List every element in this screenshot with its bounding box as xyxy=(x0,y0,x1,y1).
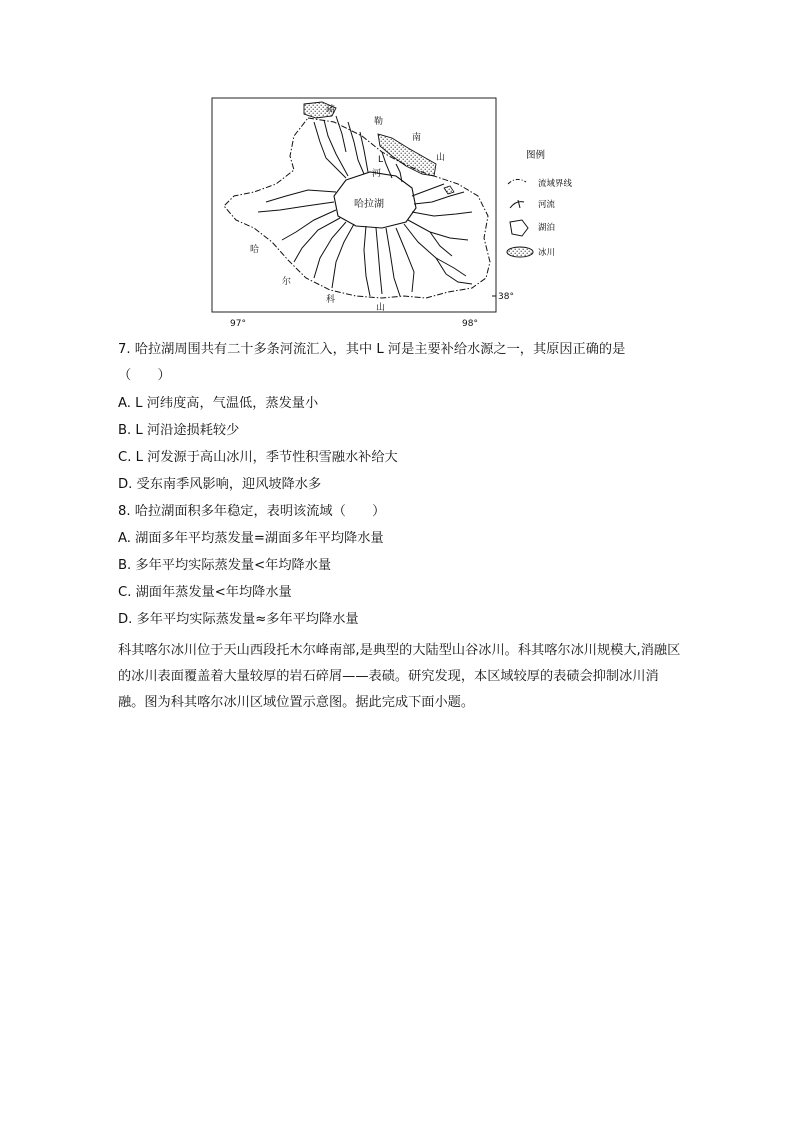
label-shan-south: 山 xyxy=(376,303,386,313)
q8-option-c: C. 湖面年蒸发量<年均降水量 xyxy=(118,585,292,600)
label-shan-north: 山 xyxy=(436,153,446,163)
map-legend xyxy=(504,146,594,266)
passage-text: 科其喀尔冰川位于天山西段托木尔峰南部,是典型的大陆型山谷冰川。科其喀尔冰川规模大,消融区的冰川表面覆盖着大量较厚的岩石碎屑——表碛。研究发现，本区域较厚的表碛会抑制冰川消融。图为科其喀尔冰川区域位置示意图。据此完成下面小题。 xyxy=(118,643,681,710)
hala-lake-map xyxy=(196,92,526,332)
label-river-he: 河 xyxy=(372,169,382,179)
q7-paren: （ ） xyxy=(118,368,171,383)
dash-dot-line-icon xyxy=(508,179,526,184)
legend-item-boundary-label: 流域界线 xyxy=(538,179,573,189)
q7-stem: 7. 哈拉湖周围共有二十多条河流汇入，其中 L 河是主要补给水源之一，其原因正确的是 xyxy=(118,342,626,357)
label-shu: 疏 xyxy=(326,105,336,115)
label-lat-38: 38° xyxy=(498,292,514,302)
q7-option-a: A. L 河纬度高，气温低，蒸发量小 xyxy=(118,396,319,411)
legend-item-river-label: 河流 xyxy=(538,200,556,210)
label-ke: 科 xyxy=(326,295,336,305)
glacier-icon xyxy=(507,247,533,257)
label-lon-98: 98° xyxy=(462,319,478,329)
q8-option-d: D. 多年平均实际蒸发量≈多年平均降水量 xyxy=(118,612,359,627)
legend-title: 图例 xyxy=(526,150,546,161)
legend-item-glacier-label: 冰川 xyxy=(538,248,556,258)
label-lon-97: 97° xyxy=(230,319,246,329)
lake-icon xyxy=(510,220,528,236)
label-hala-lake: 哈拉湖 xyxy=(354,199,384,210)
label-nan: 南 xyxy=(412,133,422,143)
q7-option-d: D. 受东南季风影响，迎风坡降水多 xyxy=(118,477,322,492)
label-river-L: L xyxy=(378,155,384,165)
q8-option-b: B. 多年平均实际蒸发量<年均降水量 xyxy=(118,558,332,573)
label-le: 勒 xyxy=(374,117,384,127)
label-ha: 哈 xyxy=(250,245,260,255)
label-er: 尔 xyxy=(282,277,292,287)
map-svg xyxy=(196,92,526,332)
q7-option-b: B. L 河沿途损耗较少 xyxy=(118,423,240,438)
q8-stem: 8. 哈拉湖面积多年稳定，表明该流域（ ） xyxy=(118,504,386,519)
q7-option-c: C. L 河发源于高山冰川，季节性积雪融水补给大 xyxy=(118,450,398,465)
legend-item-lake-label: 湖泊 xyxy=(538,223,556,233)
river-icon xyxy=(510,200,524,208)
q8-option-a: A. 湖面多年平均蒸发量=湖面多年平均降水量 xyxy=(118,531,384,546)
